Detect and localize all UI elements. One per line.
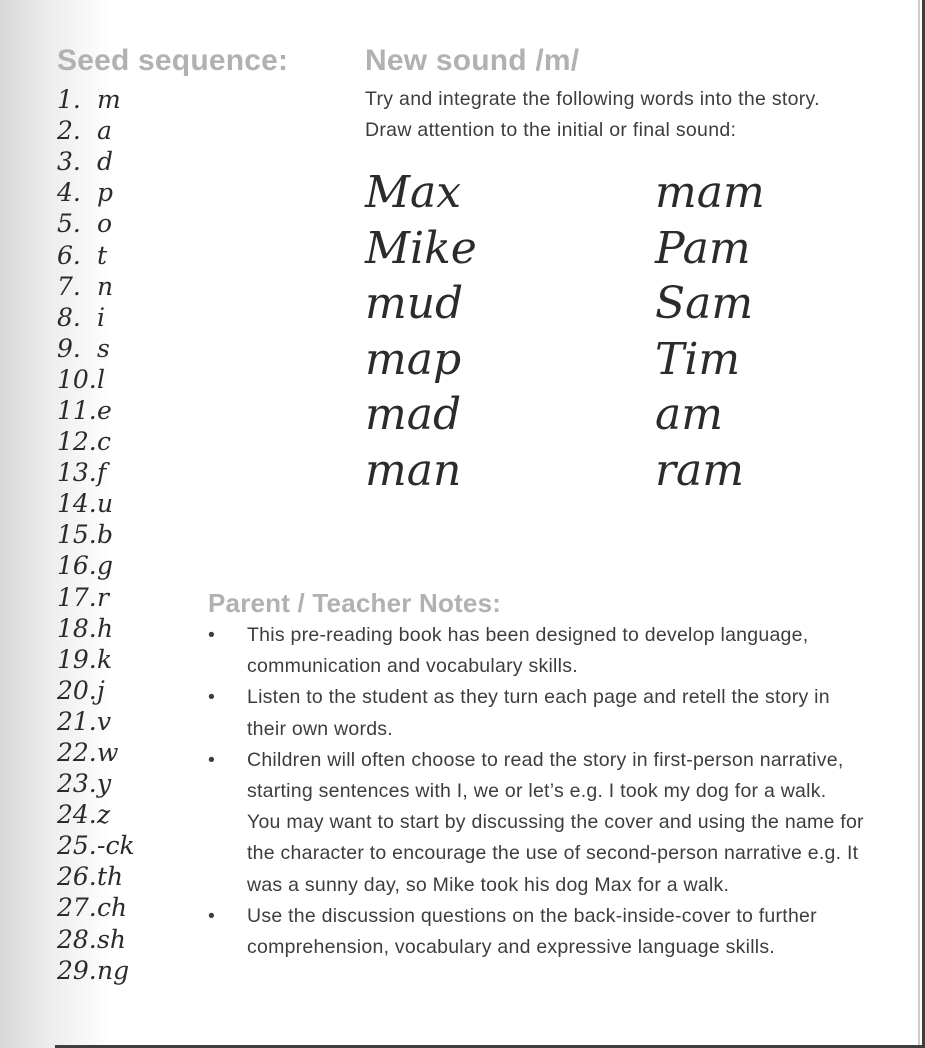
seed-item-number: 3. (57, 147, 81, 177)
seed-item-number: 5. (57, 209, 81, 239)
seed-item-number: 24. (57, 800, 97, 830)
seed-sequence-item (57, 115, 135, 146)
seed-item-number: 1. (57, 85, 81, 115)
seed-item-letter: k (97, 644, 113, 674)
seed-sequence-item (57, 519, 135, 550)
seed-item-number: 6. (57, 240, 81, 270)
seed-sequence-item (57, 706, 135, 737)
seed-sequence-item (57, 239, 135, 270)
seed-item-letter: u (97, 489, 114, 519)
word-left-column: Mike (365, 222, 477, 274)
seed-item-number: 20. (57, 675, 97, 705)
seed-item-letter: o (97, 209, 113, 239)
seed-sequence-item (57, 550, 135, 581)
seed-item-letter: h (97, 613, 114, 643)
word-right-column: mam (655, 167, 765, 218)
word-row (365, 165, 765, 221)
seed-item-letter: g (97, 551, 114, 581)
word-row (365, 276, 765, 332)
word-right-column: ram (655, 444, 744, 496)
seed-sequence-item (57, 768, 135, 799)
seed-item-number: 16. (57, 551, 97, 581)
seed-item-number: 4. (57, 178, 81, 208)
seed-item-letter: th (97, 862, 124, 892)
bullet-icon: • (208, 686, 215, 709)
seed-item-number: 9. (57, 333, 81, 363)
seed-item-letter: ch (97, 893, 128, 923)
seed-item-letter: v (97, 706, 112, 736)
seed-sequence-item (57, 146, 135, 177)
seed-sequence-item (57, 364, 135, 395)
intro-line: Draw attention to the initial or final sound: (365, 119, 737, 142)
word-right-column: am (655, 389, 723, 440)
seed-item-letter: m (97, 85, 121, 115)
seed-sequence-item (57, 84, 135, 115)
seed-sequence-item (57, 177, 135, 208)
seed-sequence-item (57, 955, 135, 986)
notes-bullet-item (208, 620, 870, 682)
word-left-column: mud (365, 278, 464, 329)
bullet-icon: • (208, 904, 215, 927)
seed-sequence-item (57, 426, 135, 457)
seed-sequence-item (57, 302, 135, 333)
seed-item-number: 14. (57, 489, 97, 519)
seed-sequence-item (57, 892, 135, 923)
seed-item-number: 27. (57, 893, 97, 923)
seed-item-number: 7. (57, 271, 81, 301)
seed-item-number: 10. (57, 364, 97, 394)
seed-sequence-item (57, 457, 135, 488)
seed-sequence-item (57, 613, 135, 644)
seed-item-number: 18. (57, 613, 97, 643)
notes-bullet-list (208, 620, 870, 963)
bullet-icon: • (208, 748, 215, 771)
bullet-text: Listen to the student as they turn each page and retell the story in their own words. (247, 686, 830, 740)
word-row (365, 221, 765, 277)
bullet-text: Children will often choose to read the story in first-person narrative, starting sentences with I, we or let’s e.g. I took my dog for a walk. You may want to start by discussing the cover and using the name for the character to encourage the use of second-person narrative e.g. It was a sunny day, so Mike took his dog Max for a walk. (247, 748, 864, 896)
word-row (365, 387, 765, 443)
seed-item-number: 2. (57, 116, 81, 146)
seed-item-letter: t (97, 240, 108, 270)
seed-item-number: 15. (57, 520, 97, 550)
seed-sequence-item (57, 582, 135, 613)
word-list (365, 165, 765, 498)
seed-item-number: 22. (57, 738, 97, 768)
seed-sequence-item (57, 861, 135, 892)
word-right-column: Pam (655, 222, 751, 274)
word-left-column: map (365, 333, 462, 385)
seed-item-letter: ng (97, 955, 130, 985)
parent-teacher-notes-heading: Parent / Teacher Notes: (208, 588, 502, 618)
new-sound-intro (365, 84, 885, 146)
seed-item-letter: sh (97, 924, 126, 954)
seed-item-number: 11. (57, 395, 97, 425)
seed-sequence-item (57, 675, 135, 706)
word-left-column: mad (365, 389, 462, 440)
bullet-icon: • (208, 624, 215, 646)
seed-item-letter: r (97, 582, 109, 612)
seed-item-letter: f (97, 458, 107, 488)
seed-item-number: 25. (57, 831, 97, 861)
seed-item-number: 21. (57, 706, 97, 736)
seed-sequence-item (57, 271, 135, 302)
seed-item-number: 29. (57, 955, 97, 985)
seed-item-letter: s (97, 333, 110, 363)
seed-item-number: 26. (57, 862, 97, 892)
notes-bullet-item (208, 745, 870, 901)
seed-item-number: 12. (57, 427, 97, 457)
seed-item-number: 23. (57, 769, 97, 799)
seed-item-letter: y (97, 769, 112, 799)
seed-item-letter: j (97, 675, 105, 705)
seed-item-letter: c (97, 427, 112, 457)
seed-item-number: 8. (57, 302, 81, 332)
word-right-column: Sam (655, 278, 754, 329)
word-right-column: Tim (655, 333, 741, 385)
seed-item-letter: a (97, 116, 112, 146)
word-left-column: Max (365, 167, 462, 218)
seed-sequence-item (57, 737, 135, 768)
seed-sequence-item (57, 799, 135, 830)
seed-sequence-item (57, 644, 135, 675)
seed-item-number: 28. (57, 924, 97, 954)
seed-item-number: 19. (57, 644, 97, 674)
new-sound-heading: New sound /m/ (365, 44, 580, 77)
word-row (365, 443, 765, 499)
seed-item-letter: p (97, 178, 114, 208)
word-left-column: man (365, 444, 462, 496)
notes-bullet-item (208, 682, 870, 744)
seed-item-letter: d (97, 147, 114, 177)
seed-item-letter: z (97, 800, 111, 830)
bullet-text: Use the discussion questions on the back-inside-cover to further comprehension, vocabulary and expressive language skills. (247, 904, 817, 959)
seed-item-letter: l (97, 364, 105, 394)
intro-line: Try and integrate the following words into the story. (365, 88, 820, 110)
seed-item-letter: -ck (97, 831, 135, 861)
seed-sequence-item (57, 395, 135, 426)
seed-item-letter: w (97, 738, 119, 768)
seed-item-letter: b (97, 520, 114, 550)
seed-item-letter: n (97, 271, 114, 301)
seed-sequence-item (57, 488, 135, 519)
seed-sequence-heading: Seed sequence: (57, 44, 289, 77)
bullet-text: This pre-reading book has been designed to develop language, communication and vocabulary skills. (247, 624, 809, 678)
seed-item-number: 17. (57, 582, 97, 612)
seed-sequence-item (57, 333, 135, 364)
seed-item-letter: e (97, 395, 112, 425)
seed-sequence-item (57, 830, 135, 861)
notes-bullet-item (208, 901, 870, 963)
word-row (365, 332, 765, 388)
seed-sequence-item (57, 208, 135, 239)
seed-item-letter: i (97, 302, 105, 332)
seed-item-number: 13. (57, 458, 97, 488)
page-edge-highlight-line (918, 0, 920, 1048)
seed-sequence-item (57, 924, 135, 955)
seed-sequence-list (57, 84, 135, 986)
